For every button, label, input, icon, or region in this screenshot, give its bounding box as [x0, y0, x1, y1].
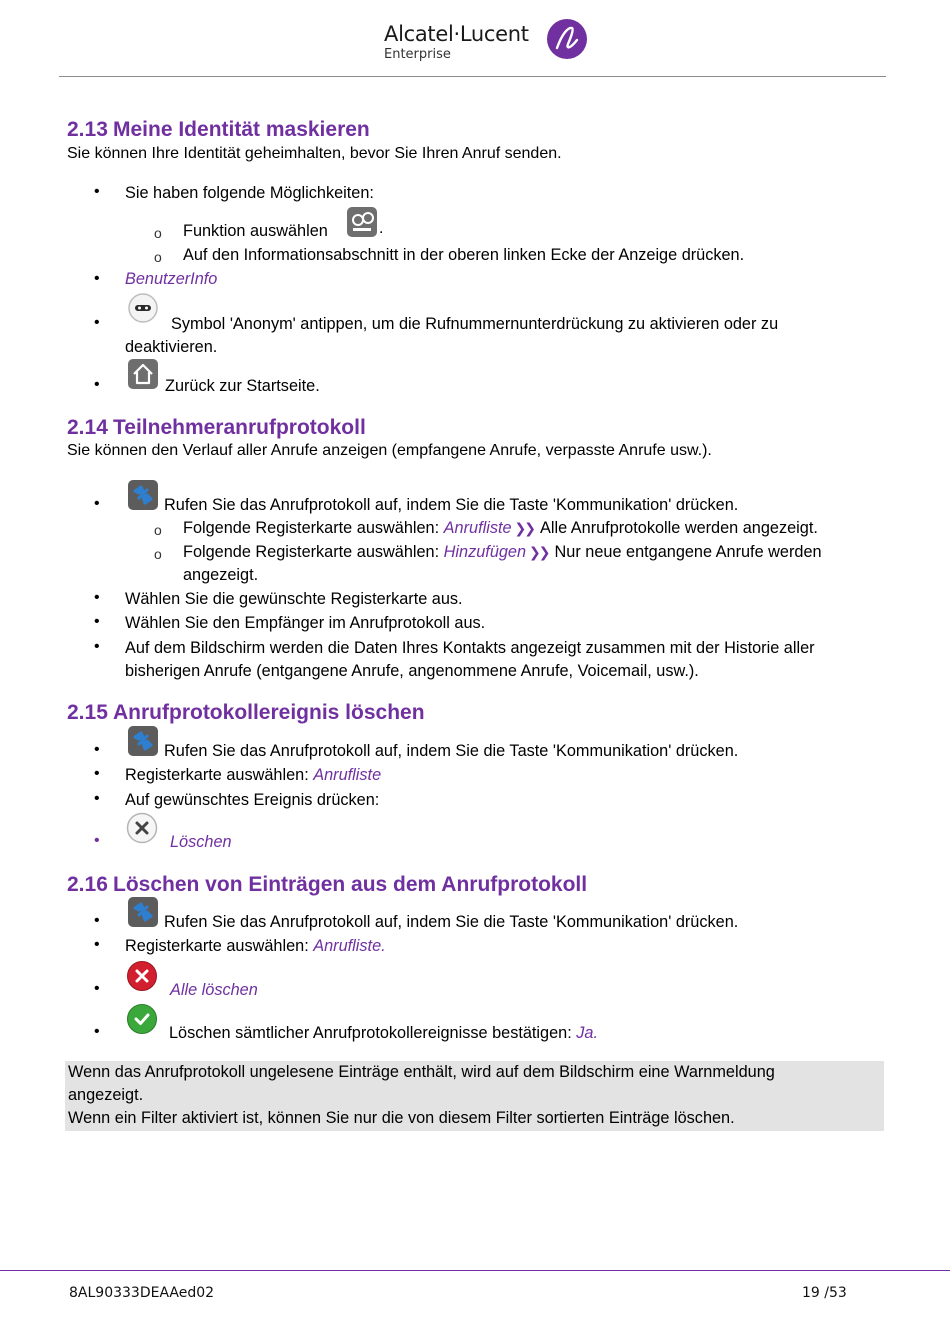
section-intro: Sie können Ihre Identität geheimhalten, bevor Sie Ihren Anruf senden. [67, 145, 562, 162]
bullet: • [94, 589, 100, 606]
action-alle-loeschen: Alle löschen [170, 981, 258, 999]
bullet: • [94, 613, 100, 630]
confirm-value: Ja. [576, 1024, 599, 1042]
chevron-icon: ❯❯ [514, 520, 535, 536]
home-icon[interactable] [127, 358, 159, 390]
sub-list-item: Folgende Registerkarte auswählen: Anrufliste ❯❯ Alle Anrufprotokolle werden angezeigt. [183, 519, 818, 537]
sub-list-item: Funktion auswählen [183, 222, 328, 240]
list-item: Registerkarte auswählen: Anrufliste. [125, 937, 386, 955]
section-intro: Sie können den Verlauf aller Anrufe anzeigen (empfangene Anrufe, verpasste Anrufe usw.). [67, 442, 712, 459]
section-heading-2-15: 2.15 Anrufprotokollereignis löschen [67, 701, 425, 724]
section-heading-2-14: 2.14 Teilnehmeranrufprotokoll [67, 416, 366, 439]
bullet: • [94, 936, 100, 953]
delete-all-icon[interactable] [126, 960, 158, 992]
list-item: Rufen Sie das Anrufprotokoll auf, indem Sie die Taste 'Kommunikation' drücken. [164, 742, 739, 760]
confirm-icon[interactable] [126, 1003, 158, 1035]
bullet: • [94, 314, 100, 331]
delete-icon[interactable] [126, 812, 158, 844]
tab-hinzufuegen: Hinzufügen [443, 543, 527, 561]
list-item-continuation: bisherigen Anrufe (entgangene Anrufe, angenommene Anrufe, Voicemail, usw.). [125, 662, 699, 680]
bullet: • [94, 495, 100, 512]
chevron-icon: ❯❯ [529, 544, 549, 560]
note-line: Wenn ein Filter aktiviert ist, können Sie nur die von diesem Filter sortierten Einträge löschen. [68, 1109, 735, 1127]
feature-select-icon[interactable] [346, 206, 378, 238]
bullet: • [94, 790, 100, 807]
sub-list-item-continuation: angezeigt. [183, 566, 259, 584]
bullet: • [94, 741, 100, 758]
page-number: 19 /53 [802, 1285, 847, 1301]
action-loeschen: Löschen [170, 833, 232, 851]
bullet: • [94, 183, 100, 200]
bullet: • [94, 912, 100, 929]
document-id: 8AL90333DEAAed02 [69, 1285, 215, 1301]
list-item: Sie haben folgende Möglichkeiten: [125, 184, 374, 202]
alcatel-lucent-logo-icon [544, 18, 590, 60]
list-item: Symbol 'Anonym' antippen, um die Rufnummernunterdrückung zu aktivieren oder zu [171, 315, 779, 333]
note-line: Wenn das Anrufprotokoll ungelesene Einträge enthält, wird auf dem Bildschirm eine Warnmeldung [68, 1063, 775, 1081]
communication-icon[interactable] [127, 725, 159, 757]
bullet: • [94, 832, 100, 849]
note-line: angezeigt. [68, 1086, 144, 1104]
sub-list-item: Folgende Registerkarte auswählen: Hinzufügen ❯❯ Nur neue entgangene Anrufe werden [183, 543, 822, 561]
sub-bullet: o [154, 546, 162, 562]
list-item: Auf dem Bildschirm werden die Daten Ihres Kontakts angezeigt zusammen mit der Historie aller [125, 639, 815, 657]
sub-bullet: o [154, 225, 162, 241]
footer-divider [0, 1270, 950, 1271]
anonymous-mask-icon[interactable] [127, 292, 159, 324]
menu-path-benutzerinfo: BenutzerInfo [125, 270, 218, 288]
tab-anrufliste: Anrufliste. [313, 937, 386, 955]
sub-bullet: o [154, 249, 162, 265]
list-item: Wählen Sie den Empfänger im Anrufprotokoll aus. [125, 614, 486, 632]
sub-list-item: Auf den Informationsabschnitt in der oberen linken Ecke der Anzeige drücken. [183, 246, 745, 264]
header-divider [59, 76, 886, 77]
list-item: Registerkarte auswählen: Anrufliste [125, 766, 382, 784]
sub-bullet: o [154, 522, 162, 538]
communication-icon[interactable] [127, 896, 159, 928]
punctuation: . [379, 220, 384, 237]
brand-subtitle: Enterprise [384, 47, 451, 62]
list-item-continuation: deaktivieren. [125, 338, 218, 356]
list-item: Auf gewünschtes Ereignis drücken: [125, 791, 380, 809]
bullet: • [94, 376, 100, 393]
bullet: • [94, 1023, 100, 1040]
bullet: • [94, 270, 100, 287]
list-item: Löschen sämtlicher Anrufprotokollereignisse bestätigen: Ja. [169, 1024, 599, 1042]
communication-icon[interactable] [127, 479, 159, 511]
list-item: Rufen Sie das Anrufprotokoll auf, indem Sie die Taste 'Kommunikation' drücken. [164, 913, 739, 931]
tab-anrufliste: Anrufliste [443, 519, 512, 537]
tab-anrufliste: Anrufliste [313, 766, 382, 784]
section-heading-2-16: 2.16 Löschen von Einträgen aus dem Anrufprotokoll [67, 873, 588, 896]
section-heading-2-13: 2.13 Meine Identität maskieren [67, 118, 370, 141]
list-item: Rufen Sie das Anrufprotokoll auf, indem Sie die Taste 'Kommunikation' drücken. [164, 496, 739, 514]
bullet: • [94, 980, 100, 997]
list-item: Wählen Sie die gewünschte Registerkarte aus. [125, 590, 463, 608]
brand-name: Alcatel·Lucent [384, 22, 529, 46]
bullet: • [94, 765, 100, 782]
brand-logo [384, 22, 529, 62]
note-box [65, 1061, 884, 1131]
bullet: • [94, 638, 100, 655]
list-item: Zurück zur Startseite. [165, 377, 320, 395]
